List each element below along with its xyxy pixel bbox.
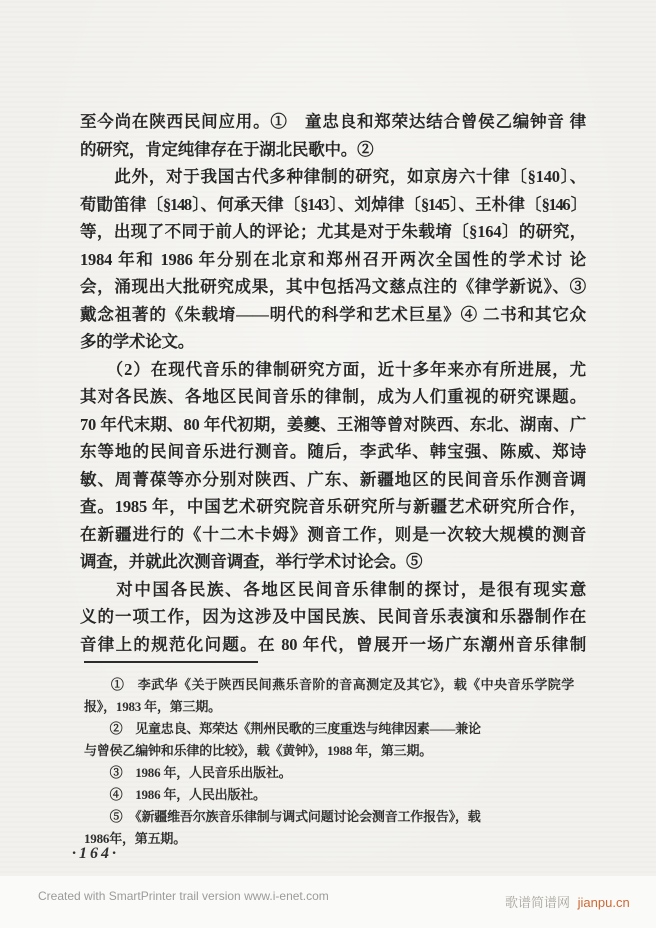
body-line: 音律上的规范化问题。在 80 年代，曾展开一场广东潮州音乐律制 xyxy=(80,634,586,654)
watermark-site-domain: jianpu.cn xyxy=(577,895,630,910)
footnote-line: ② 见童忠良、郑荣达《荆州民歌的三度重迭与纯律因素——兼论 xyxy=(84,721,481,736)
footnote-separator xyxy=(84,661,258,663)
watermark-site-name: 歌谱简谱网 xyxy=(505,895,571,910)
body-line: 等，出现了不同于前人的评论；尤其是对于朱载堉〔§164〕的研究， xyxy=(80,222,586,241)
footnote-line: 与曾侯乙编钟和乐律的比较》，载《黄钟》，1988 年，第三期。 xyxy=(84,743,433,758)
body-line: （2）在现代音乐的律制研究方面，近十多年来亦有所进展，尤 xyxy=(80,359,586,379)
body-line: 调查，并就此次测音调查，举行学术讨论会。⑤ xyxy=(80,552,423,571)
body-line: 的研究，肯定纯律存在于湖北民歌中。② xyxy=(80,139,374,159)
footnote-line: ① 李武华《关于陕西民间燕乐音阶的音高测定及其它》，载《中央音乐学院学 xyxy=(84,677,574,692)
footnote-line: 报》，1983 年，第三期。 xyxy=(84,699,221,714)
body-line: 70 年代末期、80 年代初期，姜夔、王湘等曾对陕西、东北、湖南、广 xyxy=(80,414,586,434)
body-line: 对中国各民族、各地区民间音乐律制的探讨，是很有现实意 xyxy=(80,579,586,599)
body-line: 义的一项工作，因为这涉及中国民族、民间音乐表演和乐器制作在 xyxy=(80,607,586,626)
footnote-line: 1986年，第五期。 xyxy=(84,831,187,846)
body-line: 在新疆进行的《十二木卡姆》测音工作，则是一次较大规模的测音 xyxy=(80,524,586,544)
body-text-column xyxy=(80,108,586,658)
footnotes-block xyxy=(84,674,574,850)
body-line: 戴念祖著的《朱载堉——明代的科学和艺术巨星》④ 二书和其它众 xyxy=(80,304,586,324)
body-line: 多的学术论文。 xyxy=(80,332,195,351)
body-line: 东等地的民间音乐进行测音。随后，李武华、韩宝强、陈威、郑诗 xyxy=(80,442,586,461)
footnote-line: ⑤ 《新疆维吾尔族音乐律制与调式问题讨论会测音工作报告》，载 xyxy=(84,809,481,824)
footnote-line: ③ 1986 年，人民音乐出版社。 xyxy=(84,765,292,780)
page-number: ·164· xyxy=(72,845,119,862)
watermark-site xyxy=(505,892,630,911)
body-line: 会，涌现出大批研究成果，其中包括冯文慈点注的《律学新说》、③ xyxy=(80,277,586,296)
body-line: 荀勖笛律〔§148〕、何承天律〔§143〕、刘焯律〔§145〕、王朴律〔§146〕 xyxy=(80,194,586,214)
body-line: 查。1985 年，中国艺术研究院音乐研究所与新疆艺术研究所合作， xyxy=(80,497,586,516)
body-line: 此外，对于我国古代多种律制的研究，如京房六十律〔§140〕、 xyxy=(80,167,586,186)
body-line: 其对各民族、各地区民间音乐的律制，成为人们重视的研究课题。 xyxy=(80,387,586,406)
body-line: 1984 年和 1986 年分别在北京和郑州召开两次全国性的学术讨 论 xyxy=(80,249,586,269)
body-line: 至今尚在陕西民间应用。① 童忠良和郑荣达结合曾侯乙编钟音 律 xyxy=(80,112,586,131)
footnote-line: ④ 1986 年，人民出版社。 xyxy=(84,787,266,802)
watermark-printer: Created with SmartPrinter trail version www.i-enet.com xyxy=(38,889,329,903)
body-line: 敏、周菁葆等亦分别对陕西、广东、新疆地区的民间音乐作测音调 xyxy=(80,469,586,489)
